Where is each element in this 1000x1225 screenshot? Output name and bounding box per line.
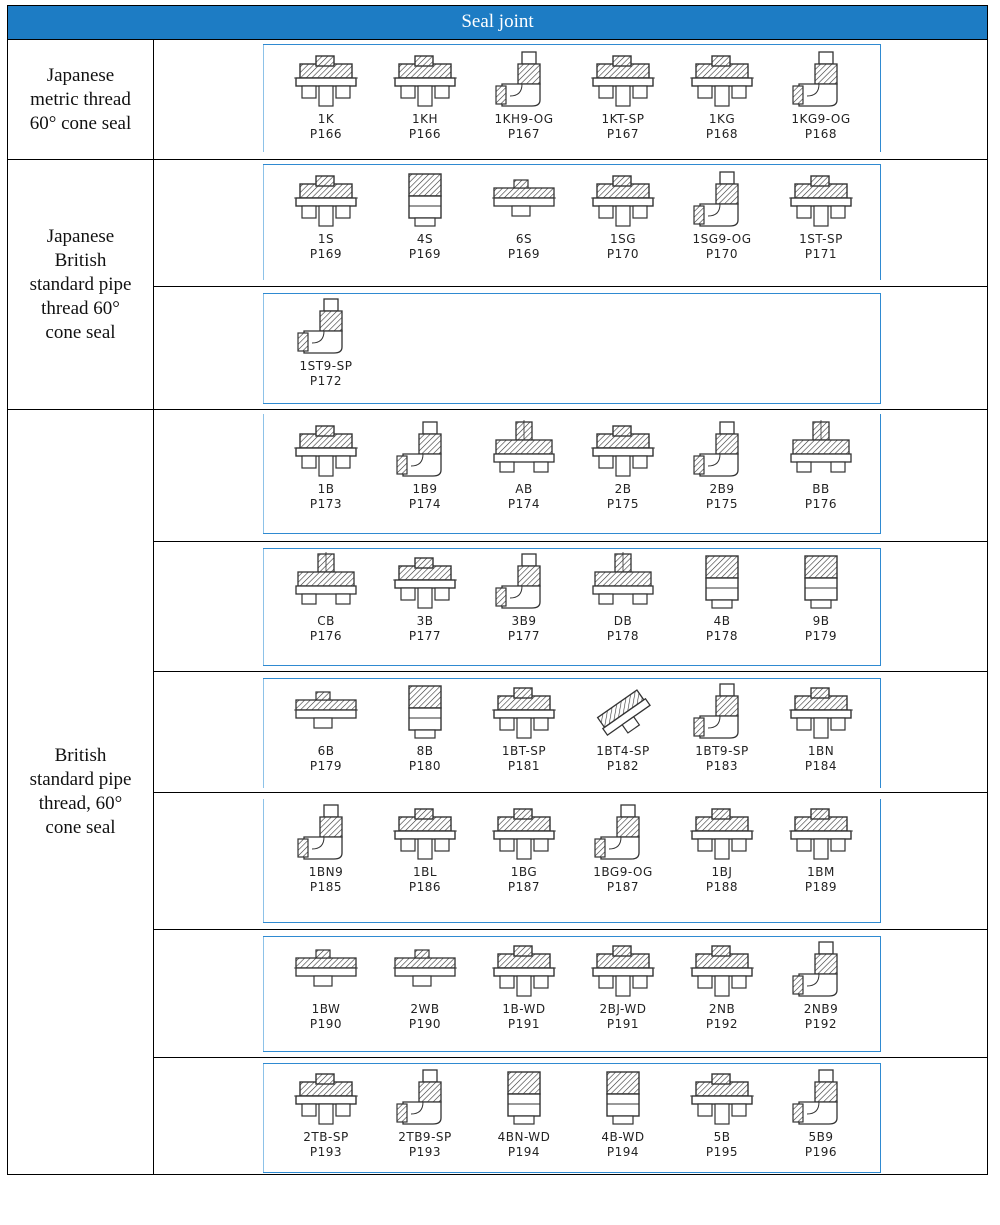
fitting-item-5b9	[777, 1058, 865, 1174]
fitting-item-1b	[282, 410, 370, 542]
fitting-page: P166	[309, 127, 343, 141]
fitting-page: P180	[408, 759, 442, 773]
fitting-page: P195	[705, 1145, 739, 1159]
fitting-item-2b	[579, 410, 667, 542]
elbow-fitting-icon	[294, 803, 358, 861]
fitting-page: P172	[309, 374, 343, 388]
fitting-page: P174	[408, 497, 442, 511]
straight-fitting-icon	[690, 803, 754, 861]
straight-fitting-icon	[591, 940, 655, 998]
fitting-row	[154, 930, 988, 1058]
fitting-code: 2BJ-WD	[599, 1002, 647, 1016]
fitting-page: P192	[705, 1017, 739, 1031]
fitting-item-6b	[282, 672, 370, 793]
fitting-code: 2TB9-SP	[398, 1130, 452, 1144]
nut-fitting-icon	[393, 682, 457, 740]
elbow-fitting-icon	[690, 420, 754, 478]
fitting-code: 1KG9-OG	[791, 112, 851, 126]
long-fitting-icon	[492, 170, 556, 228]
fitting-item-1bt-sp	[480, 672, 568, 793]
fitting-page: P166	[408, 127, 442, 141]
straight-fitting-icon	[789, 170, 853, 228]
fitting-code: 1KH	[411, 112, 439, 126]
fitting-page: P168	[705, 127, 739, 141]
fitting-item-1bg	[480, 793, 568, 930]
fitting-page: P191	[606, 1017, 640, 1031]
straight-fitting-icon	[789, 803, 853, 861]
elbow-fitting-icon	[492, 50, 556, 108]
fitting-code: 6B	[317, 744, 335, 758]
category-japanese-metric	[8, 40, 153, 160]
fitting-code: 1BG	[510, 865, 538, 879]
elbow-fitting-icon	[393, 1068, 457, 1126]
fitting-page: P186	[408, 880, 442, 894]
fitting-item-2nb9	[777, 930, 865, 1058]
fitting-page: P192	[804, 1017, 838, 1031]
elbow-fitting-icon	[789, 1068, 853, 1126]
straight-fitting-icon	[393, 50, 457, 108]
straight-fitting-icon	[294, 1068, 358, 1126]
fitting-page: P171	[804, 247, 838, 261]
fitting-code: 8B	[416, 744, 434, 758]
long-fitting-icon	[294, 682, 358, 740]
fitting-page: P189	[804, 880, 838, 894]
straight-fitting-icon	[789, 682, 853, 740]
straight-fitting-icon	[591, 50, 655, 108]
fitting-code: 4S	[416, 232, 434, 246]
fitting-code: 2B	[614, 482, 632, 496]
fitting-code: 1KT-SP	[601, 112, 645, 126]
table-header	[8, 6, 987, 40]
fitting-item-1sg9-og	[678, 160, 766, 287]
fitting-code: 1K	[317, 112, 335, 126]
fitting-page: P188	[705, 880, 739, 894]
nut-fitting-icon	[591, 1068, 655, 1126]
fitting-code: 1BN	[807, 744, 835, 758]
fitting-row	[154, 793, 988, 930]
fitting-item-1kh9-og	[480, 40, 568, 160]
straight-fitting-icon	[690, 940, 754, 998]
fitting-page: P174	[507, 497, 541, 511]
fitting-page: P190	[408, 1017, 442, 1031]
fitting-page: P177	[408, 629, 442, 643]
elbow-fitting-icon	[294, 297, 358, 355]
straight-fitting-icon	[294, 170, 358, 228]
fitting-code: 1BN9	[308, 865, 344, 879]
fitting-row	[154, 542, 988, 672]
fitting-page: P176	[309, 629, 343, 643]
tee-fitting-icon	[294, 552, 358, 610]
fitting-item-1bt4-sp	[579, 672, 667, 793]
fitting-item-1bj	[678, 793, 766, 930]
category-british-standard	[8, 410, 153, 1174]
fitting-item-1bn9	[282, 793, 370, 930]
tee-fitting-icon	[789, 420, 853, 478]
fitting-item-1bl	[381, 793, 469, 930]
elbow-fitting-icon	[789, 940, 853, 998]
fitting-page: P182	[606, 759, 640, 773]
fitting-page: P175	[606, 497, 640, 511]
fitting-item-3b	[381, 542, 469, 672]
fitting-page: P179	[804, 629, 838, 643]
elbow-fitting-icon	[492, 552, 556, 610]
elbow-fitting-icon	[690, 170, 754, 228]
fitting-item-1bt9-sp	[678, 672, 766, 793]
fitting-item-5b	[678, 1058, 766, 1174]
fitting-page: P168	[804, 127, 838, 141]
fitting-item-1kg9-og	[777, 40, 865, 160]
fitting-item-4s	[381, 160, 469, 287]
tee-fitting-icon	[591, 552, 655, 610]
fitting-code: AB	[515, 482, 533, 496]
fitting-item-2tb-sp	[282, 1058, 370, 1174]
fitting-item-cb	[282, 542, 370, 672]
fitting-row	[154, 1058, 988, 1174]
fitting-item-1k	[282, 40, 370, 160]
fitting-page: P191	[507, 1017, 541, 1031]
fitting-code: 1ST9-SP	[299, 359, 353, 373]
fitting-code: 1BL	[412, 865, 438, 879]
straight-fitting-icon	[591, 420, 655, 478]
straight-fitting-icon	[294, 50, 358, 108]
fitting-code: 2WB	[410, 1002, 440, 1016]
straight-fitting-icon	[492, 803, 556, 861]
fitting-item-1bn	[777, 672, 865, 793]
category-label: Japanese British standard pipe thread 60° cone seal	[29, 225, 132, 343]
fitting-item-1kg	[678, 40, 766, 160]
elbow-fitting-icon	[393, 420, 457, 478]
fitting-page: P184	[804, 759, 838, 773]
straight-fitting-icon	[591, 170, 655, 228]
fitting-item-1st-sp	[777, 160, 865, 287]
fitting-item-db	[579, 542, 667, 672]
fitting-code: 1B9	[412, 482, 438, 496]
table-title: Seal joint	[461, 11, 534, 32]
fitting-item-2wb	[381, 930, 469, 1058]
straight-fitting-icon	[690, 50, 754, 108]
fitting-item-1sg	[579, 160, 667, 287]
straight-fitting-icon	[393, 803, 457, 861]
elbow-fitting-icon	[591, 803, 655, 861]
fitting-code: 1BG9-OG	[593, 865, 653, 879]
nut-fitting-icon	[690, 552, 754, 610]
fitting-page: P181	[507, 759, 541, 773]
fitting-code: 4B-WD	[601, 1130, 645, 1144]
fitting-code: 1KG	[708, 112, 736, 126]
tee-fitting-icon	[492, 420, 556, 478]
fitting-item-2b9	[678, 410, 766, 542]
fitting-page: P170	[705, 247, 739, 261]
fitting-code: CB	[317, 614, 335, 628]
fitting-page: P169	[309, 247, 343, 261]
fitting-page: P169	[408, 247, 442, 261]
fitting-code: 4BN-WD	[497, 1130, 551, 1144]
fitting-row	[154, 160, 988, 287]
fitting-page: P175	[705, 497, 739, 511]
fitting-page: P170	[606, 247, 640, 261]
straight-fitting-icon	[492, 940, 556, 998]
fitting-page: P176	[804, 497, 838, 511]
fitting-item-1bg9-og	[579, 793, 667, 930]
fitting-code: 1ST-SP	[799, 232, 843, 246]
fitting-code: 1SG	[609, 232, 637, 246]
straight-fitting-icon	[492, 682, 556, 740]
fitting-item-1s	[282, 160, 370, 287]
fitting-page: P194	[606, 1145, 640, 1159]
fitting-page: P194	[507, 1145, 541, 1159]
fitting-item-9b	[777, 542, 865, 672]
fitting-code: 1S	[317, 232, 335, 246]
fitting-code: 5B	[713, 1130, 731, 1144]
fitting-item-1bw	[282, 930, 370, 1058]
fitting-page: P167	[606, 127, 640, 141]
fitting-item-4b-wd	[579, 1058, 667, 1174]
fitting-code: 1SG9-OG	[692, 232, 752, 246]
fitting-code: 1BJ	[711, 865, 733, 879]
fitting-code: 1BT-SP	[501, 744, 547, 758]
fitting-item-2nb	[678, 930, 766, 1058]
fitting-code: 2TB-SP	[303, 1130, 349, 1144]
straight-fitting-icon	[294, 420, 358, 478]
fitting-code: 1BW	[311, 1002, 341, 1016]
fitting-code: 1KH9-OG	[494, 112, 554, 126]
fitting-item-1kh	[381, 40, 469, 160]
fitting-item-1st9-sp	[282, 287, 370, 410]
fitting-row	[154, 672, 988, 793]
fitting-code: 3B9	[511, 614, 537, 628]
fitting-page: P183	[705, 759, 739, 773]
fitting-item-3b9	[480, 542, 568, 672]
angled-fitting-icon	[591, 682, 655, 740]
elbow-fitting-icon	[789, 50, 853, 108]
fitting-item-8b	[381, 672, 469, 793]
fitting-item-4b	[678, 542, 766, 672]
fitting-page: P190	[309, 1017, 343, 1031]
seal-joint-table	[7, 5, 988, 1175]
fitting-code: 2B9	[709, 482, 735, 496]
fitting-item-2bj-wd	[579, 930, 667, 1058]
fitting-row	[154, 40, 988, 160]
fitting-code: BB	[812, 482, 830, 496]
elbow-fitting-icon	[690, 682, 754, 740]
long-fitting-icon	[393, 940, 457, 998]
fitting-page: P187	[507, 880, 541, 894]
fitting-item-1bm	[777, 793, 865, 930]
fitting-row	[154, 287, 988, 410]
fitting-page: P193	[408, 1145, 442, 1159]
fitting-page: P193	[309, 1145, 343, 1159]
fitting-page: P196	[804, 1145, 838, 1159]
category-label: British standard pipe thread, 60° cone seal	[29, 745, 132, 838]
fitting-code: 2NB9	[803, 1002, 839, 1016]
fitting-page: P185	[309, 880, 343, 894]
nut-fitting-icon	[492, 1068, 556, 1126]
fitting-code: 4B	[713, 614, 731, 628]
fitting-page: P178	[606, 629, 640, 643]
fitting-page: P167	[507, 127, 541, 141]
fitting-code: 3B	[416, 614, 434, 628]
fitting-page: P187	[606, 880, 640, 894]
fitting-code: 5B9	[808, 1130, 834, 1144]
fitting-item-1b9	[381, 410, 469, 542]
fitting-page: P179	[309, 759, 343, 773]
fitting-code: 1BM	[807, 865, 835, 879]
fitting-code: 2NB	[708, 1002, 736, 1016]
nut-fitting-icon	[393, 170, 457, 228]
fitting-page: P177	[507, 629, 541, 643]
fitting-item-6s	[480, 160, 568, 287]
fitting-code: DB	[613, 614, 633, 628]
fitting-code: 9B	[812, 614, 830, 628]
fitting-code: 1BT9-SP	[695, 744, 749, 758]
nut-fitting-icon	[789, 552, 853, 610]
fitting-item-ab	[480, 410, 568, 542]
category-label: Japanese metric thread 60° cone seal	[29, 64, 132, 134]
fitting-item-1kt-sp	[579, 40, 667, 160]
fitting-page: P173	[309, 497, 343, 511]
fitting-item-bb	[777, 410, 865, 542]
fitting-row	[154, 410, 988, 542]
category-japanese-british	[8, 160, 153, 410]
long-fitting-icon	[294, 940, 358, 998]
fitting-code: 6S	[515, 232, 533, 246]
fitting-item-2tb9-sp	[381, 1058, 469, 1174]
fitting-page: P169	[507, 247, 541, 261]
fitting-item-4bn-wd	[480, 1058, 568, 1174]
fitting-code: 1BT4-SP	[596, 744, 650, 758]
straight-fitting-icon	[690, 1068, 754, 1126]
fitting-code: 1B-WD	[502, 1002, 546, 1016]
fitting-page: P178	[705, 629, 739, 643]
fitting-code: 1B	[317, 482, 335, 496]
fitting-item-1b-wd	[480, 930, 568, 1058]
straight-fitting-icon	[393, 552, 457, 610]
